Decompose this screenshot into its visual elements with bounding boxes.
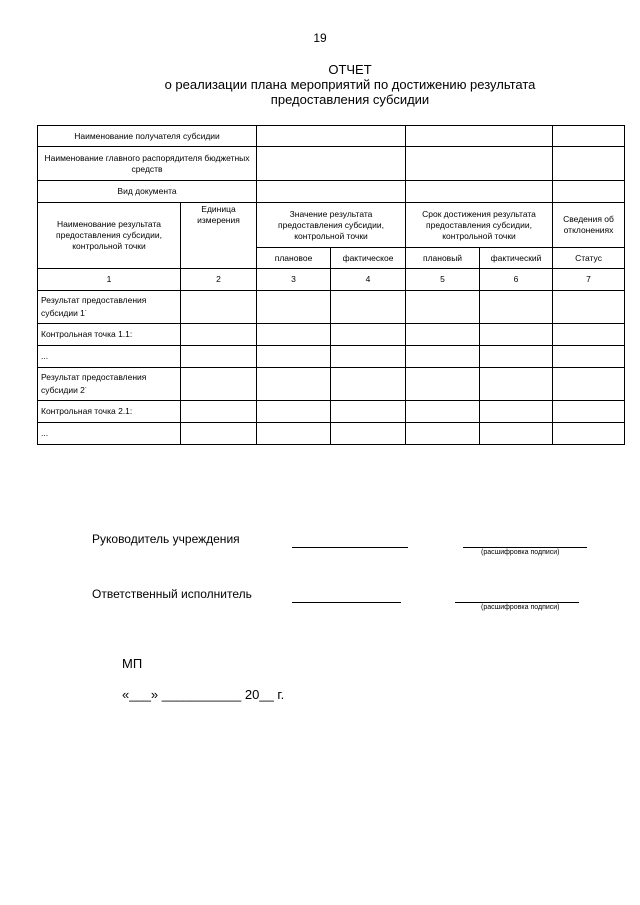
data-cell[interactable] (480, 368, 553, 401)
executor-signature-caption: (расшифровка подписи) (481, 604, 560, 611)
head-signature-caption: (расшифровка подписи) (481, 549, 560, 556)
data-cell[interactable] (480, 324, 553, 346)
data-cell[interactable] (257, 346, 331, 368)
column-number: 4 (331, 269, 406, 291)
data-cell[interactable] (480, 346, 553, 368)
info-value-cell[interactable] (406, 147, 553, 181)
data-cell[interactable] (553, 368, 625, 401)
column-number: 6 (480, 269, 553, 291)
stamp-placeholder: МП (122, 656, 143, 671)
data-cell[interactable] (480, 401, 553, 423)
data-cell[interactable] (257, 401, 331, 423)
info-row (38, 181, 625, 203)
header-status: Статус (553, 248, 625, 269)
info-value-cell[interactable] (406, 126, 553, 147)
info-label: Наименование главного распорядителя бюджетных средств (38, 147, 257, 181)
date-line[interactable]: «___» ___________ 20__ г. (122, 687, 285, 702)
data-cell[interactable] (406, 291, 480, 324)
row-label: ... (38, 423, 181, 445)
header-value: Значение результата предоставления субсидии, контрольной точки (257, 203, 406, 248)
header-deviations: Сведения об отклонениях (553, 203, 625, 248)
data-cell[interactable] (406, 423, 480, 445)
data-cell[interactable] (480, 291, 553, 324)
data-cell[interactable] (331, 368, 406, 401)
row-label: Результат предоставления субсидии 1- (38, 291, 181, 324)
header-planned-value: плановое (257, 248, 331, 269)
title-line-2: о реализации плана мероприятий по достижению результата (164, 77, 536, 92)
info-label: Вид документа (38, 181, 257, 203)
row-label: Контрольная точка 2.1: (38, 401, 181, 423)
report-table (37, 125, 625, 445)
info-value-cell[interactable] (553, 147, 625, 181)
page-number: 19 (313, 31, 327, 45)
data-cell[interactable] (331, 291, 406, 324)
data-cell[interactable] (331, 324, 406, 346)
column-number: 3 (257, 269, 331, 291)
header-planned-date: плановый (406, 248, 480, 269)
info-value-cell[interactable] (553, 181, 625, 203)
table-row (38, 291, 625, 324)
column-number: 1 (38, 269, 181, 291)
data-cell[interactable] (257, 368, 331, 401)
data-cell[interactable] (331, 346, 406, 368)
header-actual-value: фактическое (331, 248, 406, 269)
data-cell[interactable] (406, 346, 480, 368)
data-cell[interactable] (553, 291, 625, 324)
header-result-name: Наименование результата предоставления субсидии, контрольной точки (38, 203, 181, 269)
table-row (38, 423, 625, 445)
info-label: Наименование получателя субсидии (38, 126, 257, 147)
data-cell[interactable] (181, 324, 257, 346)
column-number: 7 (553, 269, 625, 291)
row-label: Контрольная точка 1.1: (38, 324, 181, 346)
header-deadline: Срок достижения результата предоставления субсидии, контрольной точки (406, 203, 553, 248)
info-value-cell[interactable] (257, 181, 406, 203)
head-signature-line[interactable] (292, 547, 408, 548)
header-row (38, 203, 625, 248)
title-line-1: ОТЧЕТ (328, 62, 372, 77)
column-number: 2 (181, 269, 257, 291)
data-cell[interactable] (257, 291, 331, 324)
info-row (38, 147, 625, 181)
data-cell[interactable] (181, 291, 257, 324)
data-cell[interactable] (406, 401, 480, 423)
info-value-cell[interactable] (257, 126, 406, 147)
data-cell[interactable] (553, 401, 625, 423)
header-actual-date: фактический (480, 248, 553, 269)
table-row (38, 324, 625, 346)
data-cell[interactable] (257, 423, 331, 445)
executor-name-line[interactable] (455, 602, 579, 603)
header-unit: Единица измерения (181, 203, 257, 269)
data-cell[interactable] (181, 401, 257, 423)
data-cell[interactable] (257, 324, 331, 346)
data-cell[interactable] (331, 423, 406, 445)
row-label: ... (38, 346, 181, 368)
data-cell[interactable] (553, 423, 625, 445)
column-number-row (38, 269, 625, 291)
executor-signature-line[interactable] (292, 602, 401, 603)
row-label: Результат предоставления субсидии 2- (38, 368, 181, 401)
data-cell[interactable] (406, 324, 480, 346)
title-line-3: предоставления субсидии (270, 92, 430, 107)
data-cell[interactable] (181, 368, 257, 401)
column-number: 5 (406, 269, 480, 291)
head-signature-label: Руководитель учреждения (92, 532, 240, 546)
head-name-line[interactable] (463, 547, 587, 548)
executor-signature-label: Ответственный исполнитель (92, 587, 252, 601)
info-value-cell[interactable] (257, 147, 406, 181)
table-row (38, 368, 625, 401)
data-cell[interactable] (406, 368, 480, 401)
data-cell[interactable] (181, 346, 257, 368)
table-row (38, 346, 625, 368)
info-value-cell[interactable] (406, 181, 553, 203)
document-title (100, 62, 600, 107)
table-row (38, 401, 625, 423)
info-value-cell[interactable] (553, 126, 625, 147)
info-row (38, 126, 625, 147)
data-cell[interactable] (553, 346, 625, 368)
data-cell[interactable] (553, 324, 625, 346)
data-cell[interactable] (331, 401, 406, 423)
data-cell[interactable] (181, 423, 257, 445)
data-cell[interactable] (480, 423, 553, 445)
